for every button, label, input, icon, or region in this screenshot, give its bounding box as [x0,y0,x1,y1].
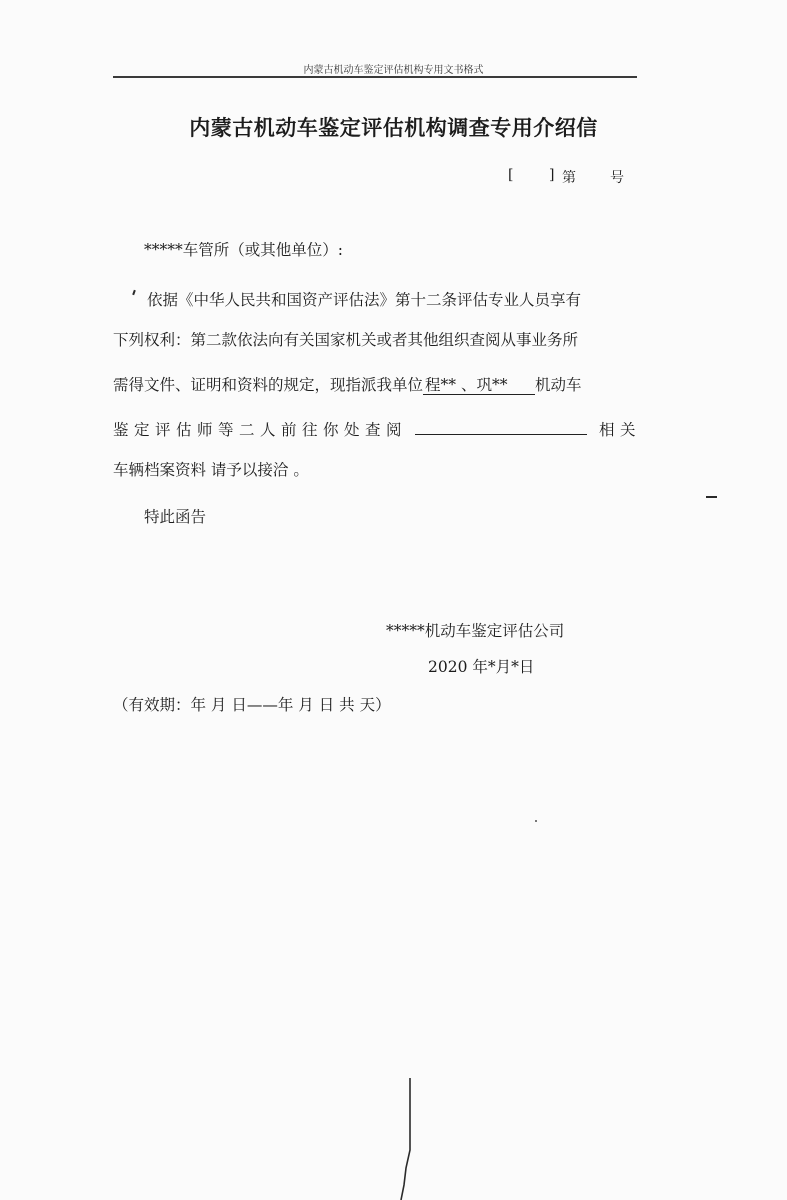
salutation: *****车管所（或其他单位）: [144,241,343,259]
letter-date: 2020 年*月*日 [428,658,535,676]
validity-period: （有效期：年 月 日——年 月 日 共 天） [113,696,391,714]
number-bracket-close: ] [549,167,555,183]
header-title: 内蒙古机动车鉴定评估机构专用文书格式 [303,65,484,76]
body-line-4-tail: 相关 [599,421,642,439]
body-line-1: 依据《中华人民共和国资产评估法》第十二条评估专业人员享有 [147,291,582,309]
body-line-3-tail: 机动车 [535,376,582,394]
signer-company: *****机动车鉴定评估公司 [386,622,565,640]
document-title: 内蒙古机动车鉴定评估机构调查专用介绍信 [189,115,598,140]
body-line-2: 下列权利：第二款依法向有关国家机关或者其他组织查阅从事业务所 [113,331,579,349]
assessor-names-field: 程** 、巩** [423,377,535,395]
body-line-4-text: 鉴定评估师等二人前往你处查阅 [113,421,408,439]
body-line-5: 车辆档案资料 请予以接洽 。 [113,461,309,479]
number-prefix: 第 [562,170,576,186]
body-line-3-text: 需得文件、证明和资料的规定，现指派我单位 [113,376,424,394]
number-suffix: 号 [610,170,624,186]
number-bracket-open: [ [508,167,514,183]
closing-remark: 特此函告 [144,508,207,526]
